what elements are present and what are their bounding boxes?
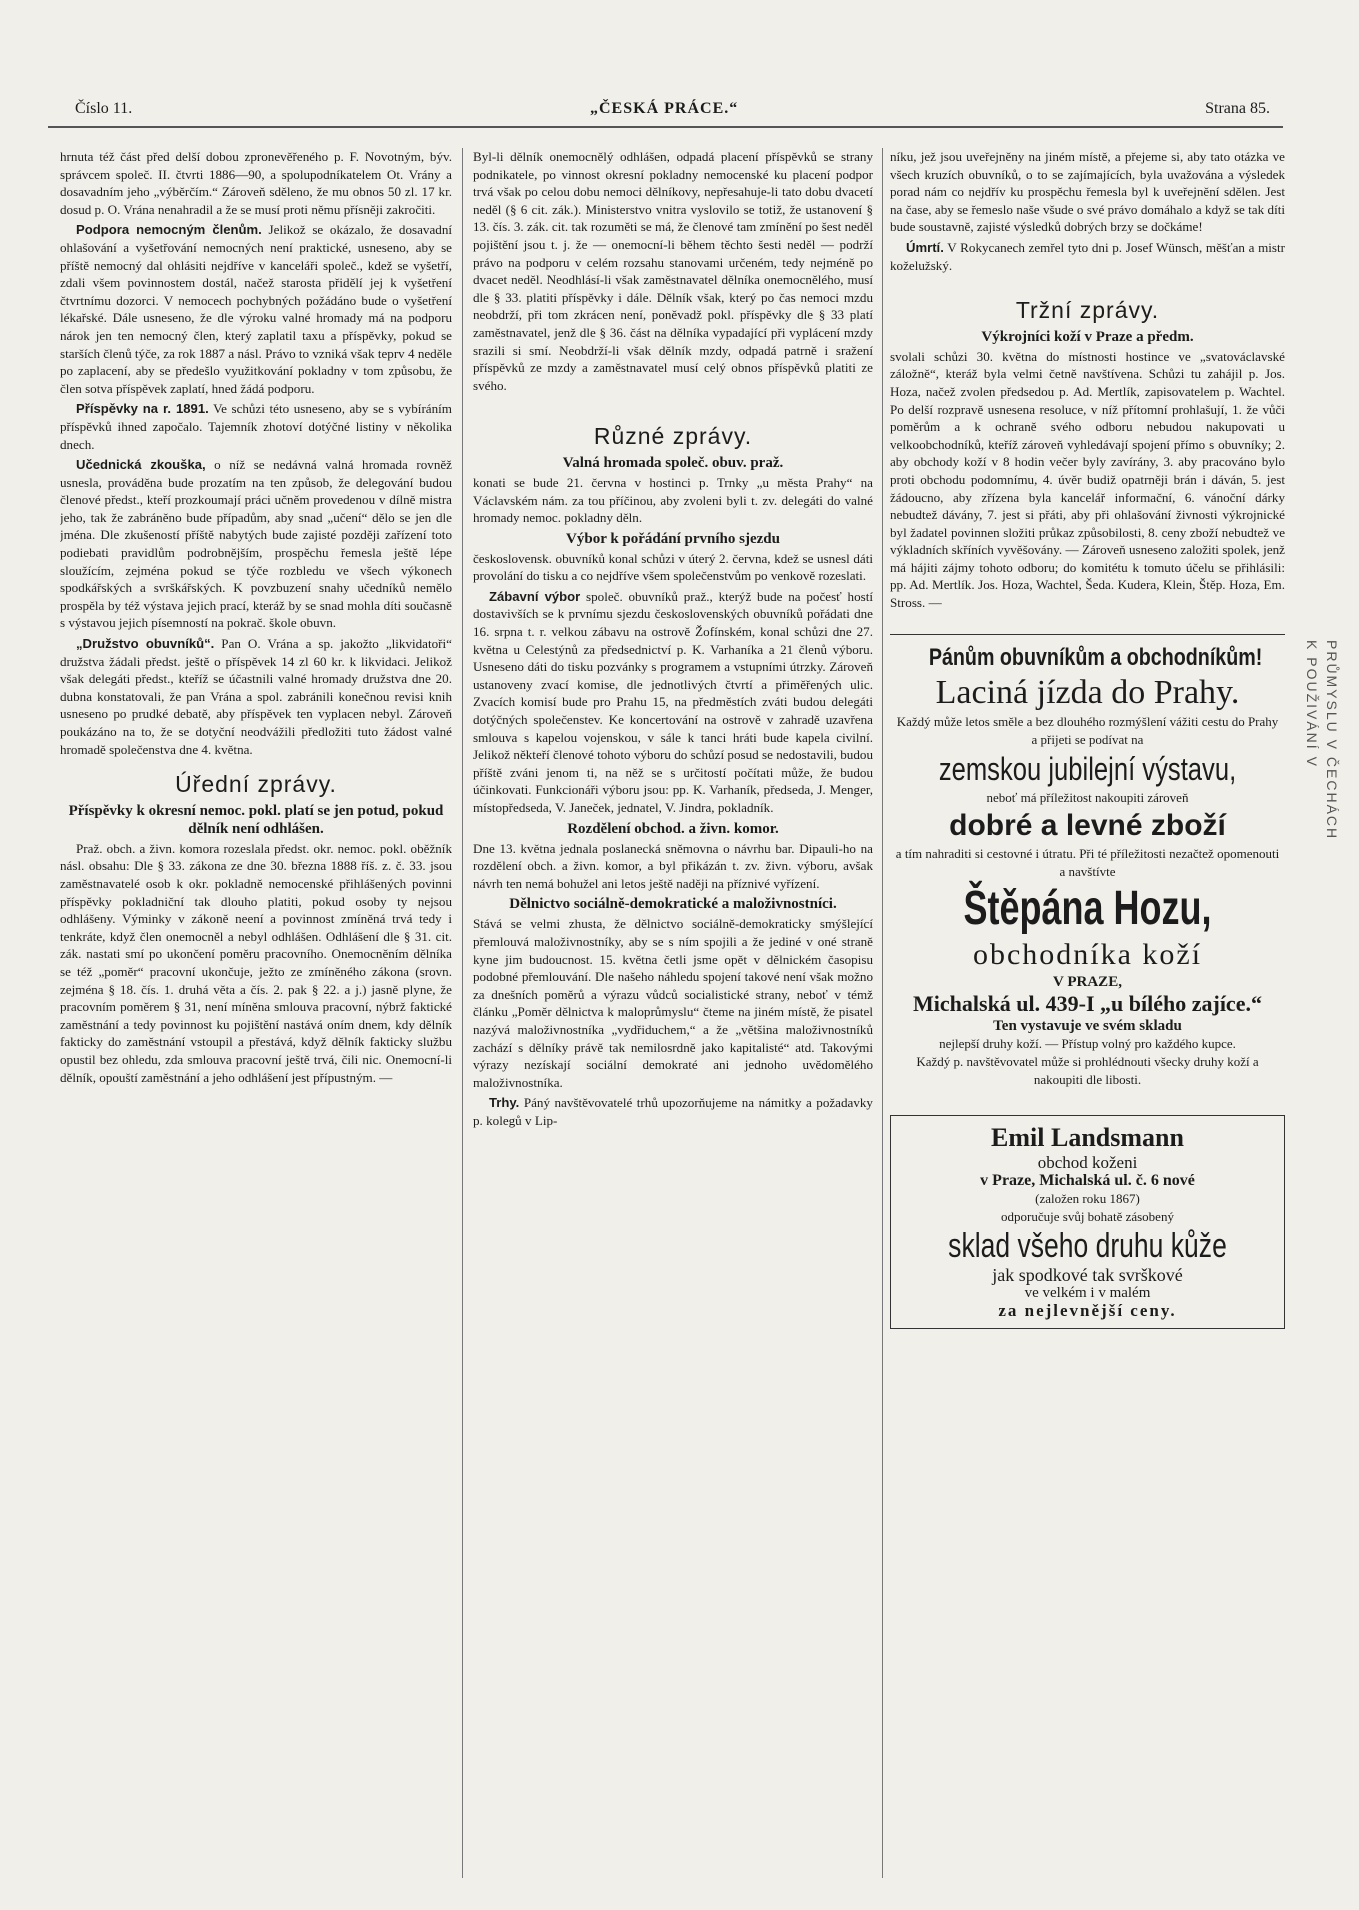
section-heading: Různé zprávy. bbox=[593, 423, 753, 450]
paragraph-text: Ve schůzi této usneseno, aby se s vybíráním příspěvků ihned započalo. Tajemník zhotoví dotýčné listiny v několika dnech. bbox=[60, 401, 452, 452]
ad-trade: obchod koženi bbox=[1037, 1152, 1138, 1172]
article-heading: Výbor k pořádání prvního sjezdu bbox=[566, 530, 780, 547]
ad-title: dobré a levné zboží bbox=[949, 808, 1226, 842]
ad-merchant-name: Emil Landsmann bbox=[991, 1122, 1184, 1152]
article-paragraph bbox=[473, 588, 873, 817]
ad-title: sklad všeho druhu kůže bbox=[948, 1226, 1227, 1265]
issue-number: Číslo 11. bbox=[75, 100, 133, 117]
ad-address: Michalská ul. 439-I „u bílého zajíce.“ bbox=[913, 990, 1262, 1016]
ad-merchant-name: Štěpána Hozu, bbox=[963, 881, 1212, 935]
article-paragraph: svolali schůzi 30. května do místnosti hostince ve „svatováclavské záložně“, kteráž byla velmi četně navštívena. Schůzi tu zahájil p. Jos. Hoza, načež zvolen předsedou p. Ad. Mertlík, zapisovatelem p. Wachtel. Po delší rozpravě usnesena resoluce, v níž přítomní prohlašují, 1. že vůči poměrům a k ochraně svého odboru nebudou nakupovati u velkoobchodníků, kteříž zároveň vyhledávají spojení přímo s obuvníky; 2. aby obchody koží v 8 hodin večer byly zavírány, 3. aby pracováno bylo proti obchodu podomnímu, 4. úvěr budiž opatrněji brán i dáván, 5. jest žádoucno, aby zřízena byla kancelář informační, 6. vánoční dárky nebudtež dávány, 7. jest si přáti, aby při ohlašování živnosti výkrojnické byl žadatel povinnen složiti průkaz způsobilosti, 8. ceny zboží nebudtež ve výkladních skříních vyvěšovány. — Zároveň usneseno založiti spolek, jenž má hájiti zájmy tohoto odboru; do komitétu k tomuto účelu se přihlásili: pp. Ad. Mertlík. Jos. Hoza, Wachtel, Šeda. Kudera, Klein, Štěp. Hoza, Em. Stross. — bbox=[890, 348, 1285, 611]
article-paragraph bbox=[473, 1094, 873, 1129]
ad-text: za nejlevnější ceny. bbox=[998, 1300, 1177, 1320]
paragraph-lead: „Družstvo obuvníků“. bbox=[76, 636, 215, 652]
article-paragraph bbox=[60, 221, 452, 397]
page-header bbox=[75, 100, 1270, 124]
ad-text: nejlepší druhy koží. — Přístup volný pro každého kupce. bbox=[939, 1035, 1236, 1051]
stamp-text: K POUŽIVÁNÍ V bbox=[1304, 640, 1320, 768]
paragraph-text: společ. obuvníků praž., kterýž bude na počesť hostí dostavivších se k prvnímu sjezdu československých obuvníků pořádati dne 16. srpna t. r. velkou zábavu na ostrově Žofínském, konal schůzi dne 27. května u Celestýnů za předsednictví p. K. Varhaníka a 21 členů výboru. Usneseno dáti do tisku pozvánky s programem a vstupními útrzky. Zároveň ustanoveny zvací komise, dle jednotlivých čtvrtí a přiměřených ulic. Zvacích komisí bude pro Prahu 15, na předměstích zváti budou delegáti dotýčných společenstev. Ke koncertování na ostrově v zahradě uzavřena smlouva s kapelou vojenskou, v sále k tanci hráti bude kapela civilní. Jelikož někteří členové tohoto výboru do schůzí posud se nedostavili, budou příště zváni jenom ti, na něž se s určitostí počítati může, že budou účinkovati. Funkcionáři výboru jsou: pp. K. Varhaník, předseda, J. Menger, místopředseda, V. Janeček, jednatel, V. Jindra, pokladník. bbox=[473, 588, 873, 815]
column-3 bbox=[890, 148, 1285, 1883]
ad-title: zemskou jubilejní výstavu, bbox=[938, 750, 1237, 787]
paragraph-lead: Zábavní výbor bbox=[489, 588, 581, 604]
ad-city: V PRAZE, bbox=[1053, 973, 1122, 990]
section-heading: Tržní zprávy. bbox=[1015, 297, 1160, 324]
paragraph-text: Pan O. Vrána a sp. jakožto „likvidatoři“ družstva žádali předst. ještě o příspěvek 14 zl 60 kr. k likvidaci. Jelikož však delegáti předst., kteříž se účastnili valné hromady družstva dne 20. dubna konstatovali, že pan Vrána a spol. zabránili konečnou revisi knih usneseno po prudké debatě, aby příspěvek ten vyplacen nebyl. Zároveň poukázáno na to, že se dotyční neodvážili předložiti tuto žádost valné hromadě společenstva dne 4. května. bbox=[60, 636, 452, 757]
ad-text: Každý může letos směle a bez dlouhého rozmýšlení vážiti cestu do Prahy a přijeti se podívat na bbox=[896, 713, 1279, 747]
ad-text: (založen roku 1867) bbox=[1035, 1190, 1140, 1206]
advertisement-landsmann bbox=[890, 1115, 1285, 1329]
stamp-text: PRŮMYSLU V ČECHÁCH bbox=[1324, 640, 1340, 841]
article-heading: Rozdělení obchod. a živn. komor. bbox=[567, 820, 779, 837]
article-heading: Valná hromada společ. obuv. praž. bbox=[562, 454, 784, 471]
ad-text: neboť má příležitost nakoupiti zároveň bbox=[986, 789, 1189, 805]
column-2 bbox=[473, 148, 873, 1883]
article-paragraph: konati se bude 21. června v hostinci p. Trnky „u města Prahy“ na Václavském nám. za tou příčinou, aby zvoleni byli t. zv. delegáti do valné hromady nemoc. pokladny děln. bbox=[473, 474, 873, 526]
article-heading: Výkrojníci koží v Praze a předm. bbox=[981, 328, 1194, 345]
article-paragraph: Byl-li dělník onemocnělý odhlášen, odpadá placení příspěvků se strany podnikatele, po vinnost okresní pokladny nemocenské ku placení podpor trvá však po celou dobu nemoci dělníkovy, nepřesahuje-li tato dobu dvacetí neděl (§ 6 cit. zák.). Ministerstvo vnitra vyslovilo se totiž, že ustanovení § 13. čís. 3. zák. cit. tak rozuměti se má, že členové tam zmínění po šest neděl pojištění jsou t. j. že — onemocní-li během těchto šesti neděl — podrží právo na podporu v celém rozsahu stanovami určeném, tedy nejméně po dvacet neděl. Neodhlásí-li však zaměstnavatel dělníka onemocnělého, musí dle § 33. platiti příspěvky i dále. Dělník však, který po čas nemoci mzdu neobdrží, při tom zkrácen není, poněvadž pokl. příspěvky dle § 33 platí zaměstnavatel, jenž dle § 36. část na dělníka vypadající při vyplácení mzdy srazili si smí. Neobdrží-li však dělník mzdy, odpadá patrně i sražení příspěvků ze mzdy a zaměstnavatel musí celý obnos příspěvků platiti ze svého. bbox=[473, 149, 873, 393]
article-paragraph: Dne 13. května jednala poslanecká sněmovna o návrhu bar. Dipauli-ho na rozdělení obch. a živn. komor, a byl přikázán t. zv. živn. výboru, avšak návrh ten nemá bohužel ani letos ještě naději na příznivé vyřízení. bbox=[473, 840, 873, 891]
section-heading: Úřední zprávy. bbox=[175, 771, 337, 798]
library-stamp bbox=[1300, 640, 1352, 940]
column-divider bbox=[462, 148, 463, 1878]
article-paragraph bbox=[890, 239, 1285, 274]
article-paragraph: československ. obuvníků konal schůzi v úterý 2. června, kdež se usnesl dáti provolání do tisku a co nejdříve všem společenstvům po venkově rozeslati. bbox=[473, 550, 873, 584]
article-paragraph: Stává se velmi zhusta, že dělnictvo sociálně-demokraticky smýšlející přemlouvá maloživnostníky, aby se s ním spojili a že jediné v oné straně kyne jim budoucnost. 15. května četli jsme opět v dělnickém časopisu podobné přemlouvání. Dle našeho náhledu spojení takové není však možno za dnešních poměrů a výrazu vůdců socialistické strany, neboť v témž článku „Poměr dělnictva k maloprůmyslu“ čteme na jiném místě, že pisatel nazývá maloživnostníka „vydřiduchem,“ a že „většina maloživnostníků zachází s dělníky právě tak nemilosrdně jako kapitalisté“ atd. Takovými výrazy nezískají sociální demokraté ani jednoho uvědomělého maloživnostníka. bbox=[473, 916, 873, 1090]
masthead-title: „ČESKÁ PRÁCE.“ bbox=[590, 100, 739, 117]
ad-text: ve velkém i v malém bbox=[1024, 1284, 1151, 1301]
ad-text: a tím nahraditi si cestovné i útratu. Při té příležitosti nezačtež opomenouti a navštívte bbox=[895, 845, 1280, 879]
ad-text: jak spodkové tak svrškové bbox=[992, 1264, 1183, 1285]
column-divider bbox=[882, 148, 883, 1878]
column-1 bbox=[60, 148, 452, 1883]
paragraph-text: V Rokycanech zemřel tyto dni p. Josef Wünsch, měšťan a mistr koželužský. bbox=[890, 239, 1285, 273]
paragraph-lead: Podpora nemocným členům. bbox=[76, 222, 262, 238]
paragraph-lead: Trhy. bbox=[489, 1095, 520, 1111]
paragraph-lead: Učednická zkouška, bbox=[76, 457, 206, 473]
paragraph-text: Jelikož se okázalo, že dosavadní ohlašování a vyšetřování nemocných není praktické, usneseno, aby se příště nemocný dal ohlásiti nejdříve v kanceláři společ., kdež se vyšetří, zdali všem povinnostem dostál, načež starosta přidělí jej k vyšetření čtvrtnímu dozorci. V nemocech pochybných požádáno bude o vyšetření lékařské. Dále usneseno, že dle výroku valné hromady má na podporu nárok jen ten nemocný člen, který zaplatil taxu a příspěvky, pokud se starších členů týče, za rok 1887 a násl. Právo to vzniká však teprv 4 neděle po zaplacení, aby se předešlo využitkování pokladny v tom způsobu, že člen sotva příspěvek zaplatí, hned žádá podporu. bbox=[60, 222, 452, 396]
page-number: Strana 85. bbox=[1205, 100, 1270, 117]
ad-trade: obchodníka koží bbox=[972, 937, 1203, 971]
article-paragraph: Praž. obch. a živn. komora rozeslala předst. okr. nemoc. pokl. oběžník násl. obsahu: Dle § 33. zákona ze dne 30. března 1888 říš. z. č. 33. jsou zaměstnavatelé osob k okr. pokladně nemocenské přihlášených povinni příspěvky pokladniční tak dlouho platiti, pokud osoby ty nejsou odhlášeny. Výminky v zákoně neení a povinnost zmíněná trvá tedy i tenkráte, když člen onemocněl a nebyl odhlášen. Odhlášení dle § 31. cit. zák. nastati smí po ukončení poměru pracovního. Onemocněním dělníka se též „poměr“ pracovní ukončuje, ježto ze zmíněného zákona (srovn. zejména § 18. čís. 1. druhá věta a čís. 2. pak § 22. a j.) jasně plyne, že pracovním poměrem § 31, není míněna smlouva pracovní, nýbrž faktické zaměstnání a tedy povinnost ku pojištění nastává oním dnem, kdy dělník fakticky do zaměstnání vstoupil a přestává, když dělník fakticky službu opustil bez ohledu, zda smlouva pracovní ještě trvá, čili nic. Onemocní-li dělník, opouští zaměstnání a jeho odhlášení jest přípustným. — bbox=[60, 840, 452, 1085]
article-heading: Příspěvky k okresní nemoc. pokl. platí se jen potud, pokud dělník není odhlášen. bbox=[68, 802, 444, 837]
ad-title: Laciná jízda do Prahy. bbox=[935, 673, 1240, 711]
article-paragraph bbox=[60, 635, 452, 758]
advertisement-hoza bbox=[890, 634, 1285, 1099]
article-paragraph bbox=[60, 400, 452, 453]
ad-text: odporučuje svůj bohatě zásobený bbox=[1001, 1208, 1174, 1224]
ad-text: Každý p. navštěvovatel může si prohlédnouti všecky druhy koží a nakoupiti dle libosti. bbox=[916, 1053, 1259, 1087]
article-paragraph: hrnuta též část před delší dobou zpronevěřeného p. F. Novotným, býv. správcem společ. II. čtvrti 1886—90, a spolupodníkatelem Ot. Vrány a dosavadním jeho „výběrčím.“ Zároveň sděleno, že mu obnos 50 zl. 17 kr. dosud p. O. Vrána nenahradil a že se musí proti němu přísněji zakročiti. bbox=[60, 149, 452, 217]
ad-headline: Pánům obuvníkům a obchodníkům! bbox=[928, 643, 1263, 671]
article-paragraph: níku, jež jsou uveřejněny na jiném místě, a přejeme si, aby tato otázka ve všech kruzích obuvníků, o to se zajímajících, byla uvažována a výsledek porad nám co nejdřív ku prospěchu řemesla byl k uveřejnění sdělen. Jest na čase, aby se řemeslo naše všude o své právo domáhalo a když se tak díti bude soustavně, zajisté výsledků dobrých brzy se dočkáme! bbox=[890, 149, 1285, 235]
paragraph-lead: Příspěvky na r. 1891. bbox=[76, 401, 209, 417]
article-heading: Dělnictvo sociálně-demokratické a maloživnostníci. bbox=[509, 896, 837, 913]
ad-text: Ten vystavuje ve svém skladu bbox=[993, 1017, 1182, 1034]
paragraph-text: Páný navštěvovatelé trhů upozorňujeme na námitky a požadavky p. kolegů v Lip- bbox=[473, 1095, 873, 1128]
paragraph-text: o níž se nedávná valná hromada rovněž usnesla, prováděna bude prozatím na ten způsob, že delegování budou členové předst., kteří prozkoumají práci učněm provedenou v dílně mistra jeho, tak že zabráněno bude případům, aby snad „učení“ dělo se jen dle jména. Dle zkušeností příště nabytých bude zajisté později zařízení toto podiebati pravidlům podrobnějším, prospěchu řemesla ještě lépe sloužícím, zejména pokud se týče rozbledu ve všech výkonech spodkářských a svrškářských. K povzbuzení snahy učedníků nemělo prospěla by též výstava jejich prací, kteráž by se snad mohla díti současně s výstavou jejich písemností na pokrač. škole obuvn. bbox=[60, 457, 452, 631]
header-rule bbox=[48, 126, 1283, 128]
article-paragraph bbox=[60, 456, 452, 632]
ad-address: v Praze, Michalská ul. č. 6 nové bbox=[980, 1171, 1195, 1189]
paragraph-lead: Úmrtí. bbox=[906, 239, 944, 255]
